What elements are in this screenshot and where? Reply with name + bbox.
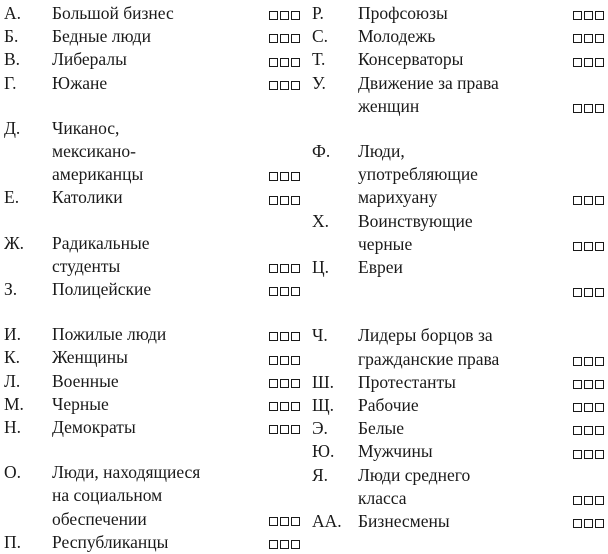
rating-checkboxes	[573, 450, 604, 459]
checkbox[interactable]	[269, 356, 278, 365]
checkbox[interactable]	[291, 332, 300, 341]
checkbox[interactable]	[280, 517, 289, 526]
item-letter: Э.	[312, 418, 328, 439]
item-text-line: Республиканцы	[52, 531, 169, 552]
list-item	[4, 117, 300, 187]
item-text-line: Евреи	[358, 257, 403, 278]
rating-checkboxes	[573, 357, 604, 366]
spacer	[312, 302, 604, 324]
rating-checkboxes	[573, 403, 604, 412]
checkbox[interactable]	[573, 519, 582, 528]
item-text-line: на социальном	[52, 485, 163, 506]
checkbox[interactable]	[573, 357, 582, 366]
checkbox[interactable]	[280, 172, 289, 181]
item-letter: Б.	[4, 26, 19, 47]
item-letter: С.	[312, 26, 329, 47]
checkbox[interactable]	[269, 264, 278, 273]
checkbox[interactable]	[291, 58, 300, 67]
checkbox[interactable]	[291, 517, 300, 526]
checkbox[interactable]	[269, 332, 278, 341]
checkbox[interactable]	[291, 11, 300, 20]
item-text-line: американцы	[52, 164, 144, 185]
checkbox[interactable]	[291, 540, 300, 549]
item-letter: П.	[4, 531, 22, 552]
item-letter: З.	[4, 279, 18, 300]
rating-checkboxes	[573, 426, 604, 435]
checkbox[interactable]	[280, 58, 289, 67]
rating-checkboxes	[573, 58, 604, 67]
checkbox[interactable]	[595, 519, 604, 528]
list-item	[4, 461, 300, 531]
checkbox[interactable]	[573, 196, 582, 205]
list-item	[4, 25, 300, 48]
list-item	[312, 72, 604, 118]
item-text-line	[358, 279, 604, 302]
item-letter: Ш.	[312, 371, 335, 392]
item-text-line: Люди среднего	[358, 464, 471, 485]
checkbox[interactable]	[291, 425, 300, 434]
checkbox[interactable]	[291, 356, 300, 365]
item-text-line: Протестанты	[358, 371, 456, 392]
list-item	[4, 72, 300, 95]
rating-checkboxes	[573, 288, 604, 297]
list-item	[312, 510, 604, 533]
item-text-line: Мужчины	[358, 441, 433, 462]
checkbox[interactable]	[595, 58, 604, 67]
list-item	[312, 140, 604, 210]
list-item	[4, 186, 300, 209]
list-item	[4, 323, 300, 346]
item-text-line: Лидеры борцов за	[358, 325, 493, 346]
list-item	[312, 394, 604, 417]
checkbox[interactable]	[291, 172, 300, 181]
item-text-line: Белые	[358, 418, 405, 439]
item-text-line: Радикальные	[52, 232, 150, 253]
checkbox[interactable]	[584, 288, 593, 297]
checkbox[interactable]	[573, 104, 582, 113]
checkbox[interactable]	[584, 496, 593, 505]
rating-checkboxes	[269, 34, 300, 43]
checkbox[interactable]	[573, 11, 582, 20]
rating-checkboxes	[573, 104, 604, 113]
checkbox[interactable]	[280, 264, 289, 273]
item-text-line: Южане	[52, 72, 108, 93]
checkbox[interactable]	[280, 425, 289, 434]
checkbox[interactable]	[595, 426, 604, 435]
checkbox[interactable]	[595, 196, 604, 205]
checkbox[interactable]	[280, 356, 289, 365]
checkbox[interactable]	[573, 58, 582, 67]
item-text-line: Бизнесмены	[358, 511, 450, 532]
spacer	[4, 301, 300, 323]
rating-checkboxes	[573, 242, 604, 251]
spacer	[312, 118, 604, 140]
list-item	[4, 393, 300, 416]
rating-checkboxes	[269, 540, 300, 549]
left-column	[4, 2, 300, 554]
checkbox[interactable]	[573, 403, 582, 412]
item-text-line: черные	[358, 233, 413, 254]
checkbox[interactable]	[573, 242, 582, 251]
checkbox[interactable]	[573, 34, 582, 43]
checkbox[interactable]	[595, 357, 604, 366]
list-item	[4, 48, 300, 71]
rating-checkboxes	[573, 34, 604, 43]
item-text-line: Рабочие	[358, 395, 419, 416]
checkbox[interactable]	[291, 379, 300, 388]
rating-checkboxes	[573, 196, 604, 205]
item-letter: Д.	[4, 117, 21, 138]
list-item	[4, 278, 300, 301]
item-letter: О.	[4, 462, 22, 483]
list-item	[4, 416, 300, 439]
item-letter: Ф.	[312, 141, 331, 162]
checkbox[interactable]	[269, 402, 278, 411]
item-letter: М.	[4, 393, 24, 414]
list-item	[312, 256, 604, 302]
list-item	[312, 417, 604, 440]
item-text-line: обеспечении	[52, 508, 147, 529]
checkbox[interactable]	[584, 403, 593, 412]
checkbox[interactable]	[280, 287, 289, 296]
spacer	[4, 439, 300, 461]
checkbox[interactable]	[584, 426, 593, 435]
item-letter: Г.	[4, 72, 17, 93]
checkbox[interactable]	[269, 540, 278, 549]
checkbox[interactable]	[584, 380, 593, 389]
checkbox[interactable]	[280, 196, 289, 205]
item-letter: Т.	[312, 49, 326, 70]
checkbox[interactable]	[573, 380, 582, 389]
rating-checkboxes	[269, 264, 300, 273]
rating-checkboxes	[269, 196, 300, 205]
item-text-line: студенты	[52, 255, 121, 276]
item-text-line: Пожилые люди	[52, 324, 167, 345]
item-text-line: Профсоюзы	[358, 3, 448, 23]
checkbox[interactable]	[280, 402, 289, 411]
checkbox[interactable]	[584, 34, 593, 43]
item-text-line: употребляющие	[358, 164, 478, 185]
item-text-line: Люди,	[358, 141, 405, 162]
item-text-line: Полицейские	[52, 279, 152, 300]
item-letter: Ю.	[312, 441, 335, 462]
list-item	[4, 2, 300, 25]
item-text-line: Воинствующие	[358, 210, 473, 231]
checkbox[interactable]	[573, 426, 582, 435]
checkbox[interactable]	[280, 332, 289, 341]
list-item	[312, 440, 604, 463]
checkbox[interactable]	[280, 81, 289, 90]
item-text-line: Женщины	[52, 347, 128, 368]
item-text-line: марихуану	[358, 187, 438, 208]
checkbox[interactable]	[269, 11, 278, 20]
item-letter: Е.	[4, 187, 20, 208]
item-text-line: Бедные люди	[52, 26, 151, 47]
item-text-line: Движение за права	[358, 72, 499, 93]
checkbox[interactable]	[291, 196, 300, 205]
item-letter: Л.	[4, 370, 21, 391]
item-text-line: Католики	[52, 187, 123, 208]
rating-checkboxes	[573, 496, 604, 505]
rating-checkboxes	[269, 517, 300, 526]
item-letter: Н.	[4, 417, 22, 438]
checkbox[interactable]	[584, 58, 593, 67]
checkbox[interactable]	[280, 379, 289, 388]
checkbox[interactable]	[269, 81, 278, 90]
rating-checkboxes	[269, 379, 300, 388]
list-item	[312, 210, 604, 256]
checkbox[interactable]	[269, 172, 278, 181]
right-column	[312, 2, 604, 533]
checkbox[interactable]	[584, 519, 593, 528]
rating-checkboxes	[573, 11, 604, 20]
item-letter: И.	[4, 324, 22, 345]
item-letter: А.	[4, 3, 22, 23]
checkbox[interactable]	[280, 11, 289, 20]
checkbox[interactable]	[269, 58, 278, 67]
spacer	[4, 95, 300, 117]
checkbox[interactable]	[269, 34, 278, 43]
item-text-line: мексикано-	[52, 141, 136, 162]
item-text-line: Чиканос,	[52, 117, 120, 138]
checkbox[interactable]	[269, 379, 278, 388]
checkbox[interactable]	[595, 11, 604, 20]
checkbox[interactable]	[291, 402, 300, 411]
list-item	[4, 346, 300, 369]
item-letter: Ч.	[312, 325, 328, 346]
item-text-line: Консерваторы	[358, 49, 464, 70]
checkbox[interactable]	[584, 11, 593, 20]
checkbox[interactable]	[291, 287, 300, 296]
rating-checkboxes	[269, 287, 300, 296]
checkbox[interactable]	[291, 264, 300, 273]
rating-checkboxes	[573, 380, 604, 389]
rating-checkboxes	[269, 402, 300, 411]
item-letter: Р.	[312, 3, 324, 23]
item-text-line: Черные	[52, 393, 109, 414]
checkbox[interactable]	[595, 380, 604, 389]
list-item	[312, 464, 604, 510]
item-text-line: женщин	[358, 95, 420, 116]
item-text-line: Либералы	[52, 49, 127, 70]
rating-checkboxes	[269, 332, 300, 341]
checkbox[interactable]	[584, 450, 593, 459]
item-letter: АА.	[312, 511, 342, 532]
rating-checkboxes	[269, 425, 300, 434]
item-letter: Ж.	[4, 232, 25, 253]
item-letter: Ц.	[312, 257, 330, 278]
list-item	[312, 25, 604, 48]
checkbox[interactable]	[595, 34, 604, 43]
list-item	[312, 371, 604, 394]
item-letter: Я.	[312, 464, 329, 485]
rating-checkboxes	[573, 519, 604, 528]
spacer	[4, 210, 300, 232]
item-letter: Щ.	[312, 395, 335, 416]
list-item	[4, 370, 300, 393]
checkbox[interactable]	[584, 196, 593, 205]
checkbox[interactable]	[269, 196, 278, 205]
item-letter: К.	[4, 347, 21, 368]
rating-checkboxes	[269, 172, 300, 181]
checkbox[interactable]	[595, 450, 604, 459]
checkbox[interactable]	[573, 496, 582, 505]
list-item	[312, 48, 604, 71]
item-text-line: гражданские права	[358, 348, 500, 369]
list-item	[312, 2, 604, 25]
checkbox[interactable]	[269, 425, 278, 434]
item-text-line: Демократы	[52, 417, 136, 438]
rating-checkboxes	[269, 356, 300, 365]
checkbox[interactable]	[595, 242, 604, 251]
list-item	[312, 324, 604, 370]
item-text-line: Военные	[52, 370, 119, 391]
item-letter: Х.	[312, 210, 330, 231]
checkbox[interactable]	[291, 34, 300, 43]
item-text-line: Молодежь	[358, 26, 436, 47]
checkbox[interactable]	[269, 517, 278, 526]
item-letter: У.	[312, 72, 326, 93]
checkbox[interactable]	[280, 540, 289, 549]
item-letter: В.	[4, 49, 21, 70]
checkbox[interactable]	[595, 104, 604, 113]
checkbox[interactable]	[595, 496, 604, 505]
list-item	[4, 531, 300, 554]
checkbox[interactable]	[291, 81, 300, 90]
checkbox[interactable]	[573, 450, 582, 459]
rating-checkboxes	[269, 11, 300, 20]
checkbox[interactable]	[595, 288, 604, 297]
list-item	[4, 232, 300, 278]
rating-checkboxes	[269, 58, 300, 67]
checkbox[interactable]	[584, 104, 593, 113]
checkbox[interactable]	[584, 242, 593, 251]
checkbox[interactable]	[573, 288, 582, 297]
item-text-line: класса	[358, 487, 407, 508]
item-text-line: Большой бизнес	[52, 3, 174, 23]
checkbox[interactable]	[595, 403, 604, 412]
checkbox[interactable]	[269, 287, 278, 296]
rating-checkboxes	[269, 81, 300, 90]
checkbox[interactable]	[280, 34, 289, 43]
checkbox[interactable]	[584, 357, 593, 366]
item-text-line: Люди, находящиеся	[52, 462, 201, 483]
